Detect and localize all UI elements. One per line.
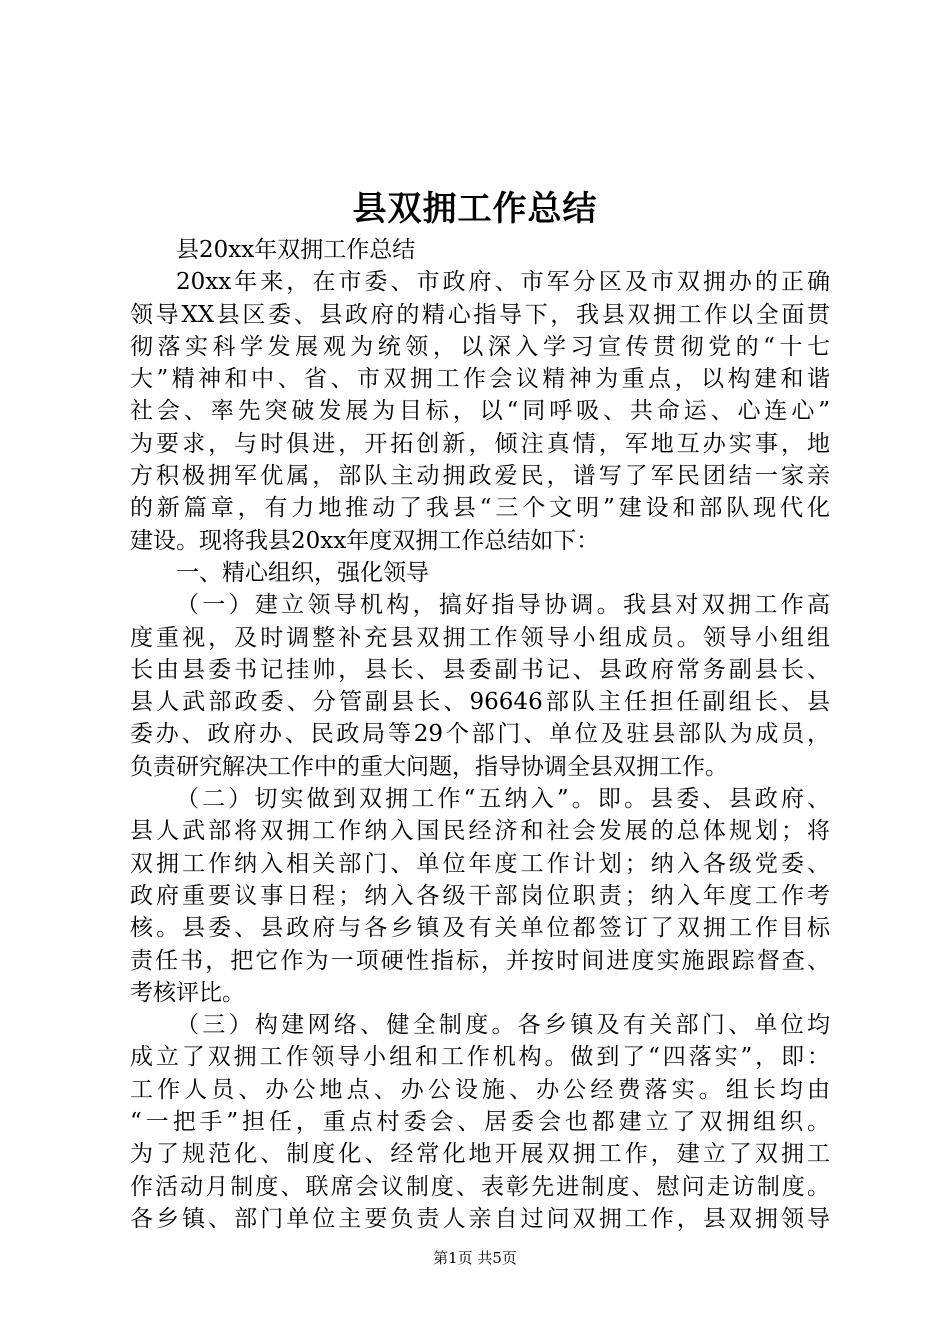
- paragraph-line: （二）切实做到双拥工作“五纳入”。即。县委、县政府、: [176, 786, 830, 813]
- paragraph-line: 建设。现将我县20xx年度双拥工作总结如下：: [130, 527, 600, 554]
- paragraph-line: 度重视，及时调整补充县双拥工作领导小组成员。领导小组组: [130, 624, 830, 651]
- paragraph-line: 方积极拥军优属，部队主动拥政爱民，谱写了军民团结一家亲: [130, 463, 830, 490]
- paragraph-line: 社会、率先突破发展为目标，以“同呼吸、共命运、心连心”: [130, 398, 830, 425]
- paragraph-line: 责任书，把它作为一项硬性指标，并按时间进度实施跟踪督查、: [130, 947, 830, 974]
- paragraph-line: 各乡镇、部门单位主要负责人亲自过问双拥工作，县双拥领导: [130, 1205, 830, 1232]
- paragraph-line: 的新篇章，有力地推动了我县“三个文明”建设和部队现代化: [130, 495, 830, 522]
- paragraph-line: 双拥工作纳入相关部门、单位年度工作计划；纳入各级党委、: [130, 850, 830, 877]
- paragraph-line: 核。县委、县政府与各乡镇及有关单位都签订了双拥工作目标: [130, 915, 830, 942]
- paragraph-line: 彻落实科学发展观为统领，以深入学习宣传贯彻党的“十七: [130, 333, 830, 360]
- section-heading: 一、精心组织，强化领导: [176, 559, 429, 586]
- paragraph-line: 为要求，与时俱进，开拓创新，倾注真情，军地互办实事，地: [130, 430, 830, 457]
- paragraph-line: 负责研究解决工作中的重大问题，指导协调全县双拥工作。: [130, 753, 728, 780]
- paragraph-line: 委办、政府办、民政局等29个部门、单位及驻县部队为成员，: [130, 721, 830, 748]
- paragraph-line: 为了规范化、制度化、经常化地开展双拥工作，建立了双拥工: [130, 1141, 830, 1168]
- paragraph-line: 成立了双拥工作领导小组和工作机构。做到了“四落实”，即：: [130, 1044, 830, 1071]
- paragraph-line: （三）构建网络、健全制度。各乡镇及有关部门、单位均: [176, 1012, 830, 1039]
- paragraph-line: 工作人员、办公地点、办公设施、办公经费落实。组长均由: [130, 1076, 830, 1103]
- subtitle-line: 县20xx年双拥工作总结: [176, 237, 416, 263]
- paragraph-line: 长由县委书记挂帅，县长、县委副书记、县政府常务副县长、: [130, 656, 830, 683]
- paragraph-line: 大”精神和中、省、市双拥工作会议精神为重点，以构建和谐: [130, 366, 830, 393]
- paragraph-line: “一把手”担任，重点村委会、居委会也都建立了双拥组织。: [130, 1109, 830, 1136]
- document-body: [130, 234, 830, 1235]
- paragraph-line: （一）建立领导机构，搞好指导协调。我县对双拥工作高: [176, 592, 830, 619]
- paragraph-line: 领导XX县区委、县政府的精心指导下，我县双拥工作以全面贯: [130, 301, 830, 328]
- paragraph-line: 县人武部将双拥工作纳入国民经济和社会发展的总体规划；将: [130, 818, 830, 845]
- paragraph-line: 政府重要议事日程；纳入各级干部岗位职责；纳入年度工作考: [130, 882, 830, 909]
- paragraph-line: 县人武部政委、分管副县长、96646部队主任担任副组长、县: [130, 689, 830, 716]
- paragraph-line: 20xx年来，在市委、市政府、市军分区及市双拥办的正确: [176, 269, 830, 296]
- page-footer: 第1页 共5页: [433, 1249, 517, 1267]
- document-title: 县双拥工作总结: [352, 189, 598, 229]
- paragraph-line: 考核评比。: [130, 979, 245, 1006]
- paragraph-line: 作活动月制度、联席会议制度、表彰先进制度、慰问走访制度。: [130, 1173, 830, 1200]
